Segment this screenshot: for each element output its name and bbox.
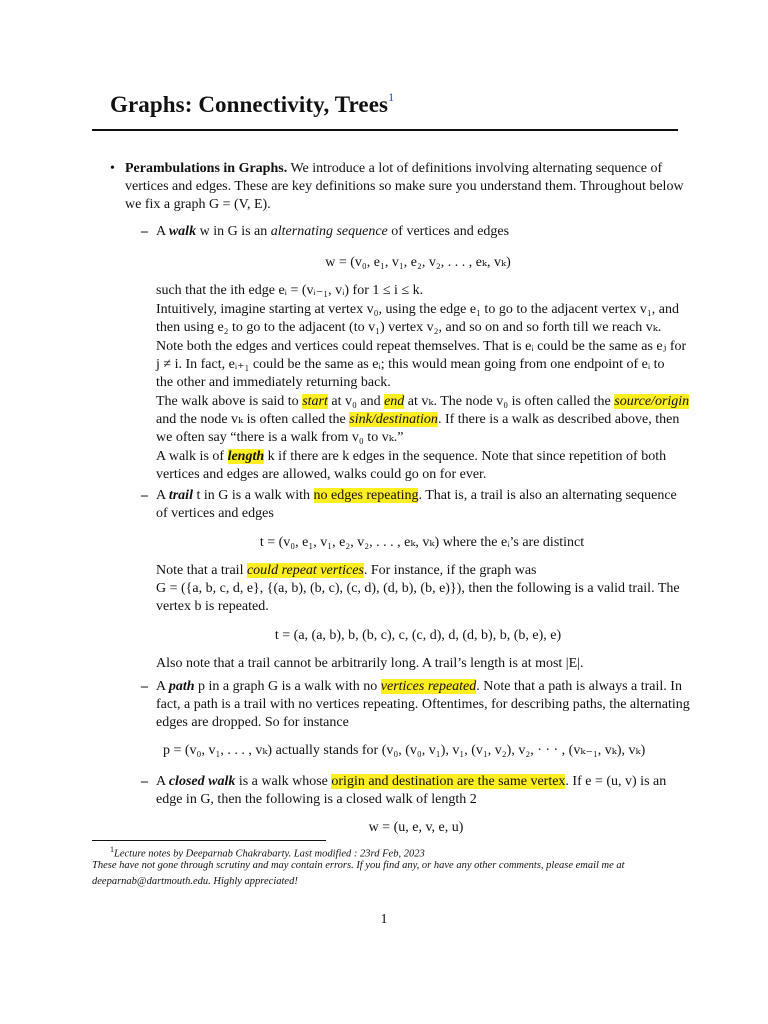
highlight-sink: sink/destination [349,412,438,427]
text-run: The walk above is said to [156,394,303,409]
text-run: w in G is an [196,224,271,239]
highlight-repeat-vertices: could repeat vertices [246,563,364,578]
text-run: We introduce a lot of definitions involving alternating sequence of [290,161,663,176]
section-heading: Perambulations in Graphs. [125,161,288,176]
footnote-line: deeparnab@dartmouth.edu. Highly appreciated! [92,876,298,887]
highlight-source: source/origin [614,394,690,409]
text-run: . For instance, if the graph was [363,563,537,578]
title-text: Graphs: Connectivity, Trees [110,92,389,117]
footnote-line: These have not gone through scrutiny and may contain errors. If you find any, or have any other comments, please email me at [92,860,625,871]
page-number: 1 [380,912,388,927]
paragraph-line [156,412,679,428]
paragraph-line: Note both the edges and vertices could repeat themselves. That is eᵢ could be the same as eⱼ for [156,339,687,354]
paragraph-line: edge in G, then the following is a closed walk of length 2 [156,792,477,807]
highlight-length: length [227,449,265,464]
term-path: path [168,679,195,694]
list-dash: – [141,224,148,239]
text-run: at vₖ. The node v₀ is often called the [404,394,615,409]
text-run: p in a graph G is a walk with no [194,679,381,694]
paragraph-line: j ≠ i. In fact, eᵢ₊₁ could be the same as eᵢ; this would mean going from one endpoint of eᵢ to [156,357,665,372]
text-run: is a walk whose [235,774,332,789]
bullet-marker: • [110,161,115,176]
text-run: at v₀ and [327,394,385,409]
page-title [110,92,394,118]
paragraph-line: the other and immediately returning back. [156,375,391,390]
list-dash: – [141,679,148,694]
text-run: . If e = (u, v) is an [565,774,667,789]
paragraph-line: such that the ith edge eᵢ = (vᵢ₋₁, vᵢ) for 1 ≤ i ≤ k. [156,283,424,298]
text-run: Lecture notes by Deeparnab Chakrabarty. Last modified : 23rd Feb, 2023 [114,848,425,860]
highlight-same-vertex: origin and destination are the same vertex [331,774,566,789]
text-run: A [156,224,169,239]
text-run: of vertices and edges [387,224,510,239]
paragraph-line: Also note that a trail cannot be arbitrarily long. A trail’s length is at most |E|. [156,656,584,671]
text-run: . That is, a trail is also an alternating sequence [418,488,677,503]
paragraph-line: vertex b is repeated. [156,599,269,614]
paragraph-line [125,161,662,177]
definition-walk [156,224,509,240]
text-run: t in G is a walk with [192,488,314,503]
term-walk: walk [168,224,197,239]
highlight-no-edges: no edges repeating [313,488,419,503]
list-dash: – [141,488,148,503]
highlight-end: end [384,394,405,409]
definition-trail [156,488,677,504]
text-run: and the node vₖ is often called the [156,412,350,427]
paragraph-line: we often say “there is a walk from v₀ to vₖ.” [156,430,404,445]
paragraph-line [156,563,536,579]
term-closed-walk: closed walk [168,774,236,789]
paragraph-line: Intuitively, imagine starting at vertex v₀, using the edge e₁ to go to the adjacent vertex v₁, and [156,302,680,317]
equation-path: p = (v₀, v₁, . . . , vₖ) actually stands for (v₀, (v₀, v₁), v₁, (v₁, v₂), v₂, · · · , (vₖ₋₁, vₖ), vₖ) [163,743,646,758]
paragraph-line: fact, a path is a trail with no vertices repeating. Oftentimes, for describing paths, the alternating [156,697,690,712]
text-run: . If there is a walk as described above, then [437,412,680,427]
definition-path [156,679,682,695]
equation-trail-example: t = (a, (a, b), b, (b, c), c, (c, d), d, (d, b), b, (b, e), e) [274,628,562,643]
text-run: . Note that a path is always a trail. In [476,679,682,694]
paragraph-line: vertices and edges. These are key definitions so make sure you understand them. Throughout below [125,179,684,194]
paragraph-line: we fix a graph G = (V, E). [125,197,271,212]
equation-walk: w = (v₀, e₁, v₁, e₂, v₂, . . . , eₖ, vₖ) [325,255,511,270]
text-run: Note that a trail [156,563,247,578]
paragraph-line: of vertices and edges [156,506,274,521]
text-run: A [156,774,169,789]
term-trail: trail [168,488,193,503]
equation-trail: t = (v₀, e₁, v₁, e₂, v₂, . . . , eₖ, vₖ) where the eᵢ’s are distinct [259,535,585,550]
equation-closed-walk: w = (u, e, v, e, u) [368,820,464,835]
paragraph-line: edges are dropped. So for instance [156,715,349,730]
footnote-rule [92,840,326,841]
footnote-line [110,843,425,861]
text-run: A [156,679,169,694]
definition-closed-walk [156,774,666,790]
paragraph-line [156,394,689,410]
paragraph-line: then using e₂ to go to the adjacent (to v₁) vertex v₂, and so on and so forth till we reach vₖ. [156,320,662,335]
text-run: A [156,488,169,503]
text-run: A walk is of [156,449,228,464]
footnote-mark: 1 [110,845,114,854]
text-run: alternating sequence [270,224,388,239]
text-run: k if there are k edges in the sequence. Note that since repetition of both [264,449,667,464]
paragraph-line: vertices and edges are allowed, walks could go on for ever. [156,467,487,482]
list-dash: – [141,774,148,789]
highlight-vertices-repeated: vertices repeated [380,679,477,694]
title-rule [92,129,678,131]
footnote-ref[interactable]: 1 [388,90,395,105]
paragraph-line: G = ({a, b, c, d, e}, {(a, b), (b, c), (c, d), (d, b), (b, e)}), then the following is a valid trail. The [156,581,680,596]
paragraph-line [156,449,666,465]
highlight-start: start [302,394,328,409]
